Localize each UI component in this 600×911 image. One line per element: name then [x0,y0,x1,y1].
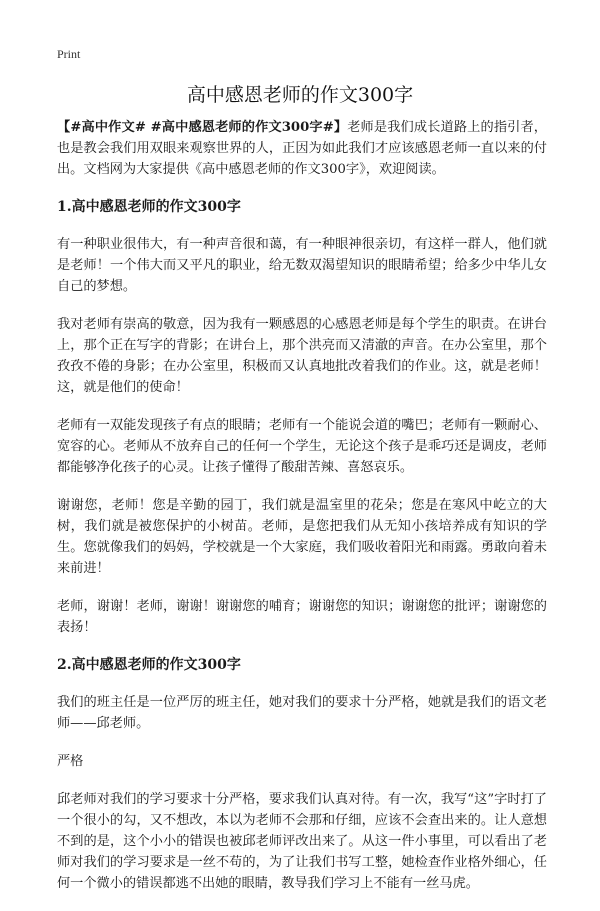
section-1-heading: 1.高中感恩老师的作文300字 [57,199,241,215]
section-2-paragraph-2: 邱老师对我们的学习要求十分严格，要求我们认真对待。有一次，我写“这”字时打了一个很小的勾，又不想改，本以为老师不会那和仔细，应该不会查出来的。让人意想不到的是，这个小小的错误也被邱老师评改出来了。从这一件小事里，可以看出了老师对我们的学习要求是一丝不苟的，为了让我们书写工整，她检查作业格外细心，任何一个微小的错误都逃不出她的眼睛，教导我们学习上不能有一丝马虎。 [57,792,547,891]
intro-text: 老师是我们成长道路上的指引者，也是教会我们用双眼来观察世界的人，正因为如此我们才应该感恩老师一直以来的付出。文档网为大家提供《高中感恩老师的作文300字》，欢迎阅读。 [57,120,547,177]
intro-tag: 【#高中作文# #高中感恩老师的作文300字#】 [57,120,348,135]
article-body [57,117,547,911]
section-2-heading: 2.高中感恩老师的作文300字 [57,657,241,673]
section-2-subheading: 严格 [57,754,84,769]
page-title: 高中感恩老师的作文300字 [186,84,414,106]
intro-paragraph [57,117,547,180]
print-label: Print [57,47,81,61]
section-1-paragraph-5: 老师，谢谢！老师，谢谢！谢谢您的哺育；谢谢您的知识；谢谢您的批评；谢谢您的表扬！ [57,599,547,635]
section-2-paragraph-1: 我们的班主任是一位严厉的班主任，她对我们的要求十分严格，她就是我们的语文老师——邱老师。 [57,695,547,731]
section-1-paragraph-3: 老师有一双能发现孩子有点的眼睛；老师有一个能说会道的嘴巴；老师有一颗耐心、宽容的心。老师从不放弃自己的任何一个学生，无论这个孩子是乖巧还是调皮，老师都能够净化孩子的心灵。让孩子懂得了酸甜苦辣、喜怒哀乐。 [57,418,547,475]
section-1-paragraph-2: 我对老师有崇高的敬意，因为我有一颗感恩的心感恩老师是每个学生的职责。在讲台上，那个正在写字的背影；在讲台上，那个洪亮而又清澈的声音。在办公室里，那个孜孜不倦的身影；在办公室里，积极而又认真地批改着我们的作业。这，就是老师！这，就是他们的使命！ [57,317,547,395]
section-1-paragraph-1: 有一种职业很伟大，有一种声音很和蔼，有一种眼神很亲切，有这样一群人，他们就是老师！一个伟大而又平凡的职业，给无数双渴望知识的眼睛希望；给多少中华儿女自己的梦想。 [57,237,547,294]
section-1-paragraph-4: 谢谢您，老师！您是辛勤的园丁，我们就是温室里的花朵；您是在寒风中屹立的大树，我们就是被您保护的小树苗。老师，是您把我们从无知小孩培养成有知识的学生。您就像我们的妈妈，学校就是一个大家庭，我们吸收着阳光和雨露。勇敢向着未来前进！ [57,498,547,576]
